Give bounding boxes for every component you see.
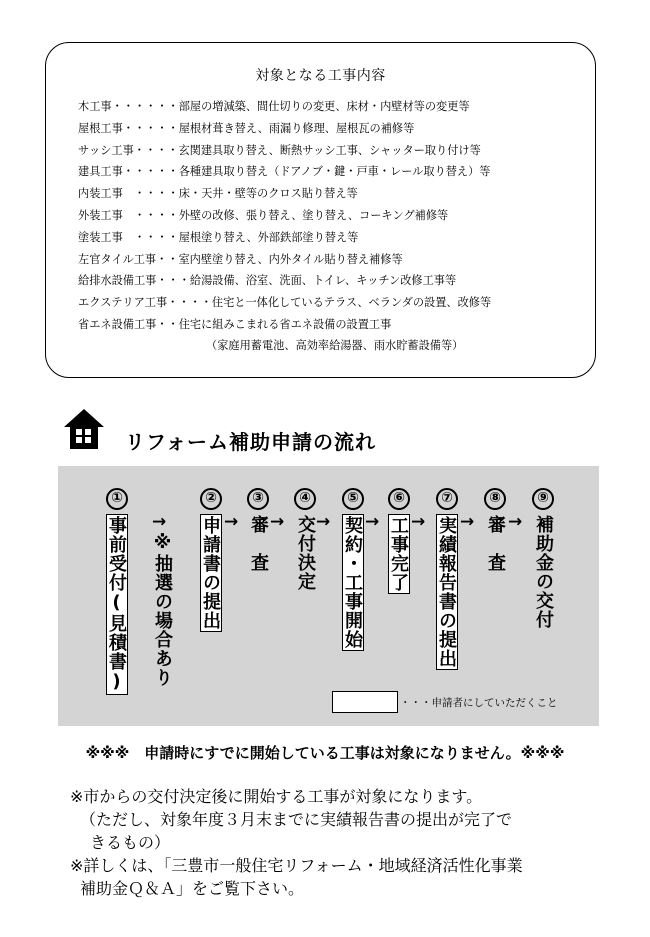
works-item: 給排水設備工事・・・給湯設備、浴室、洗面、トイレ、キッチン改修工事等 [78, 274, 457, 288]
works-item: 外装工事 ・・・・外壁の改修、張り替え、塗り替え、コーキング補修等 [78, 208, 449, 222]
step-number: ⑨ [532, 488, 554, 510]
works-item: 塗装工事 ・・・・屋根塗り替え、外部鉄部塗り替え等 [78, 230, 359, 244]
works-title: 対象となる工事内容 [255, 68, 386, 84]
step-label: 審 査 [248, 515, 269, 572]
warning-text: ※※※ 申請時にすでに開始している工事は対象になりません。※※※ [85, 744, 565, 762]
note-line: きるもの） [90, 833, 171, 852]
step-5 [339, 488, 367, 651]
lottery-note: ※抽選の場合あり [152, 532, 173, 687]
arrow: → [460, 512, 475, 532]
step-2 [197, 488, 225, 632]
arrow: → [365, 512, 380, 532]
arrow: → [224, 512, 239, 532]
step-label: 契約・工事開始 [342, 516, 363, 649]
note-line: 補助金Ｑ＆Ａ」をご覧下さい。 [80, 879, 305, 898]
step-number: ⑧ [484, 488, 506, 510]
works-list [78, 96, 491, 336]
note-line: ※詳しくは、「三豊市一般住宅リフォーム・地域経済活性化事業 [70, 856, 523, 875]
step-number: ② [200, 488, 222, 510]
step-label: 申請書の提出 [200, 516, 221, 630]
arrow: → [508, 512, 523, 532]
step-number: ① [106, 488, 128, 510]
step-6 [385, 488, 413, 594]
works-item: 建具工事・・・・・各種建具取り替え（ドアノブ・鍵・戸車・レール取り替え）等 [78, 165, 491, 179]
step-number: ④ [294, 488, 316, 510]
step-4 [291, 488, 319, 592]
works-item: サッシ工事・・・・玄関建具取り替え、断熱サッシ工事、シャッター取り付け等 [78, 143, 481, 157]
step-label: 実績報告書の提出 [436, 516, 457, 668]
step-8 [481, 488, 509, 573]
step-label: 工事完了 [388, 516, 409, 592]
step-number: ⑥ [388, 488, 410, 510]
legend-text: ・・・申請者にしていただくこと [400, 697, 558, 709]
note-line: ※市からの交付決定後に開始する工事が対象になります。 [70, 787, 483, 806]
step-3 [244, 488, 272, 573]
step-number: ⑦ [436, 488, 458, 510]
step-label: 交付決定 [295, 515, 316, 591]
works-item: 省エネ設備工事・・住宅に組みこまれる省エネ設備の設置工事 [78, 317, 392, 331]
step-9 [529, 488, 557, 630]
step-label: 事前受付(見積書) [106, 516, 127, 693]
step-label: 補助金の交付 [533, 515, 554, 629]
works-item: エクステリア工事・・・・住宅と一体化しているテラス、ベランダの設置、改修等 [78, 296, 492, 310]
step-number: ③ [247, 488, 269, 510]
arrow: → [152, 512, 167, 532]
works-box [45, 42, 596, 378]
note-line: （ただし、対象年度３月末までに実績報告書の提出が完了で [80, 810, 513, 829]
notes [70, 785, 523, 900]
arrow: → [316, 512, 331, 532]
works-item: 内装工事 ・・・・床・天井・壁等のクロス貼り替え等 [78, 187, 358, 201]
step-1 [103, 488, 131, 695]
house-icon [62, 407, 106, 451]
works-item: 木工事・・・・・・部屋の増減築、間仕切りの変更、床材・内壁材等の変更等 [78, 100, 470, 113]
arrow: → [270, 512, 285, 532]
works-note: （家庭用蓄電池、高効率給湯器、雨水貯蓄設備等） [206, 339, 464, 352]
flow-panel [58, 466, 599, 726]
works-item: 屋根工事・・・・・屋根材葺き替え、雨漏り修理、屋根瓦の補修等 [78, 121, 415, 135]
flow-title: リフォーム補助申請の流れ [125, 430, 376, 454]
legend-swatch [332, 691, 398, 713]
works-item: 左官タイル工事・・室内壁塗り替え、内外タイル貼り替え補修等 [78, 252, 403, 266]
arrow: → [411, 512, 426, 532]
step-number: ⑤ [342, 488, 364, 510]
step-7 [433, 488, 461, 670]
step-label: 審 査 [485, 515, 506, 572]
